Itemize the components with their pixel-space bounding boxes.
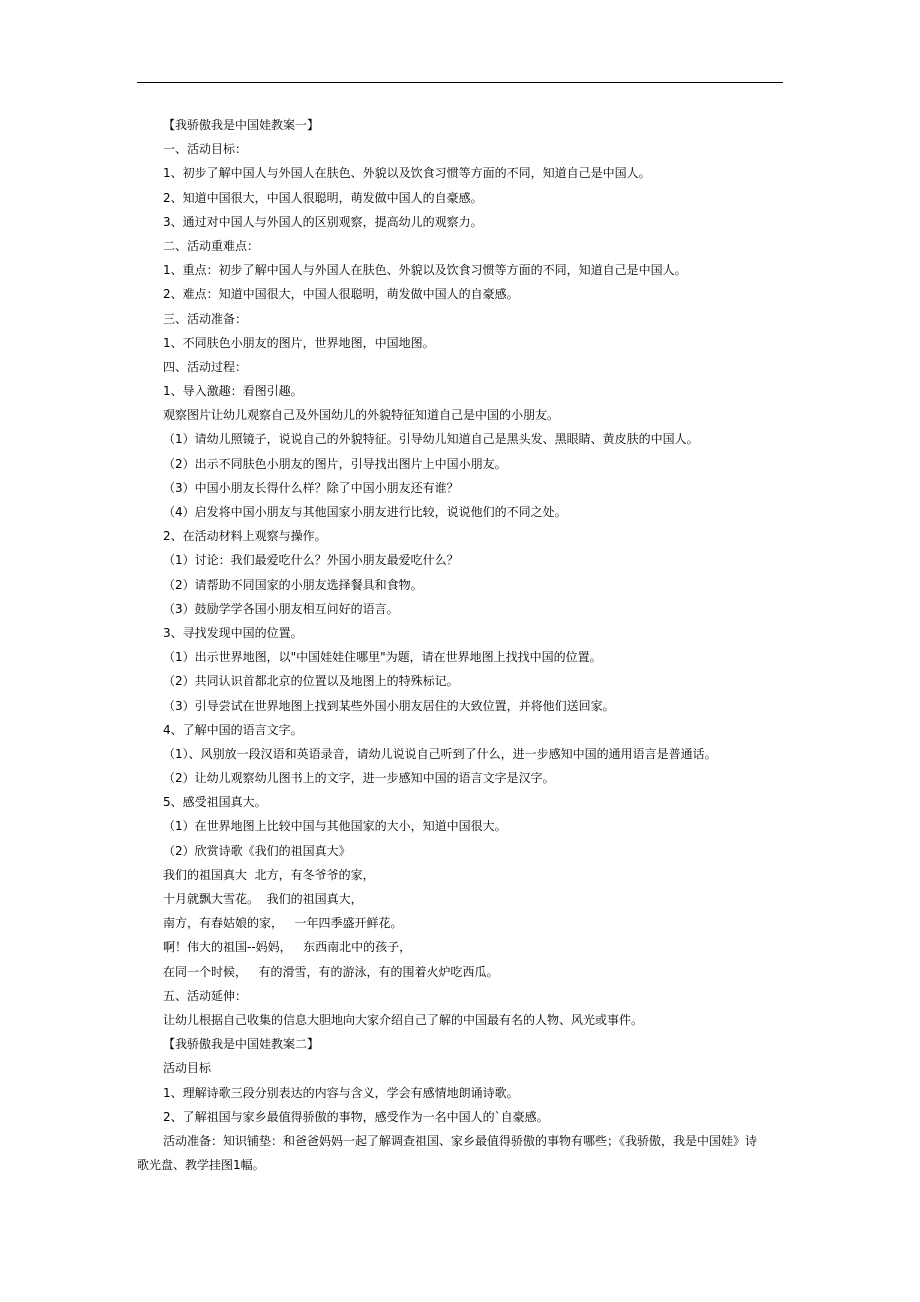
text-line: 四、活动过程： bbox=[163, 359, 248, 374]
text-line: 3、通过对中国人与外国人的区别观察，提高幼儿的观察力。 bbox=[163, 214, 483, 229]
text-line: 十月就飘大雪花。 我们的祖国真大， bbox=[163, 892, 363, 906]
text-line: （2）让幼儿观察幼儿图书上的文字，进一步感知中国的语言文字是汉字。 bbox=[163, 771, 555, 786]
text-line: （3）鼓励学学各国小朋友相互问好的语言。 bbox=[163, 601, 399, 616]
text-line: 2、难点：知道中国很大，中国人很聪明，萌发做中国人的自豪感。 bbox=[163, 287, 519, 302]
text-line: 让幼儿根据自己收集的信息大胆地向大家介绍自己了解的中国最有名的人物、风光或事件。 bbox=[163, 1012, 644, 1027]
text-line: 南方，有春姑娘的家， 一年四季盛开鲜花。 bbox=[163, 916, 403, 931]
text-line: （2）出示不同肤色小朋友的图片，引导找出图片上中国小朋友。 bbox=[163, 456, 507, 471]
final-paragraph bbox=[137, 1129, 785, 1177]
text-line: 3、寻找发现中国的位置。 bbox=[163, 625, 303, 640]
text-line: 【我骄傲我是中国娃教案一】 bbox=[163, 118, 320, 132]
text-line: （1）出示世界地图，以"中国娃娃住哪里"为题，请在世界地图上找找中国的位置。 bbox=[163, 650, 602, 665]
text-line: （1）讨论：我们最爱吃什么？外国小朋友最爱吃什么？ bbox=[163, 553, 459, 568]
document-body bbox=[137, 113, 785, 1177]
text-line: 2、了解祖国与家乡最值得骄傲的事物，感受作为一名中国人的`自豪感。 bbox=[163, 1109, 549, 1124]
text-line: （1）、风别放一段汉语和英语录音，请幼儿说说自己听到了什么，进一步感知中国的通用语言是普通话。 bbox=[163, 746, 717, 761]
final-paragraph-line-1: 活动准备：知识铺垫：和爸爸妈妈一起了解调查祖国、家乡最值得骄傲的事物有哪些；《我骄傲，我是中国娃》诗 bbox=[163, 1133, 758, 1148]
text-line: 5、感受祖国真大。 bbox=[163, 795, 267, 810]
text-line: 1、理解诗歌三段分别表达的内容与含义，学会有感情地朗诵诗歌。 bbox=[163, 1085, 519, 1100]
text-line: 1、不同肤色小朋友的图片，世界地图，中国地图。 bbox=[163, 335, 435, 350]
text-line: 一、活动目标： bbox=[163, 142, 248, 157]
text-line: 在同一个时候， 有的滑雪，有的游泳，有的围着火炉吃西瓜。 bbox=[163, 964, 499, 979]
text-line: （3）中国小朋友长得什么样？除了中国小朋友还有谁？ bbox=[163, 480, 459, 495]
text-line: 三、活动准备： bbox=[163, 311, 248, 326]
header-rule bbox=[137, 82, 783, 83]
text-line: 1、导入激趣：看图引趣。 bbox=[163, 384, 303, 399]
text-line: （2）欣赏诗歌《我们的祖国真大》 bbox=[163, 843, 351, 858]
text-line: 1、重点：初步了解中国人与外国人在肤色、外貌以及饮食习惯等方面的不同，知道自己是中国人。 bbox=[163, 263, 687, 278]
text-line: 2、在活动材料上观察与操作。 bbox=[163, 529, 327, 544]
text-line: 1、初步了解中国人与外国人在肤色、外貌以及饮食习惯等方面的不同，知道自己是中国人。 bbox=[163, 166, 651, 181]
text-line: 五、活动延伸： bbox=[163, 988, 248, 1003]
text-line: 二、活动重难点： bbox=[163, 238, 260, 253]
text-line: 【我骄傲我是中国娃教案二】 bbox=[163, 1037, 320, 1052]
text-line: 4、了解中国的语言文字。 bbox=[163, 722, 303, 737]
text-line: 活动目标 bbox=[163, 1061, 212, 1076]
text-line: （2）请帮助不同国家的小朋友选择餐具和食物。 bbox=[163, 577, 423, 592]
text-line: （2）共同认识首都北京的位置以及地图上的特殊标记。 bbox=[163, 674, 459, 689]
text-line: 我们的祖国真大 北方，有冬爷爷的家， bbox=[163, 867, 375, 882]
text-line: （3）引导尝试在世界地图上找到某些外国小朋友居住的大致位置，并将他们送回家。 bbox=[163, 698, 615, 713]
final-paragraph-line-2: 歌光盘、教学挂图1幅。 bbox=[137, 1157, 265, 1172]
text-line: 2、知道中国很大，中国人很聪明，萌发做中国人的自豪感。 bbox=[163, 190, 483, 205]
text-line: 观察图片让幼儿观察自己及外国幼儿的外貌特征知道自己是中国的小朋友。 bbox=[163, 408, 560, 423]
text-line: （4）启发将中国小朋友与其他国家小朋友进行比较，说说他们的不同之处。 bbox=[163, 505, 567, 519]
text-line: （1）在世界地图上比较中国与其他国家的大小，知道中国很大。 bbox=[163, 819, 507, 834]
text-line: 啊！伟大的祖国--妈妈， 东西南北中的孩子， bbox=[163, 940, 412, 955]
text-line: （1）请幼儿照镜子，说说自己的外貌特征。引导幼儿知道自己是黑头发、黑眼睛、黄皮肤的中国人。 bbox=[163, 432, 699, 447]
